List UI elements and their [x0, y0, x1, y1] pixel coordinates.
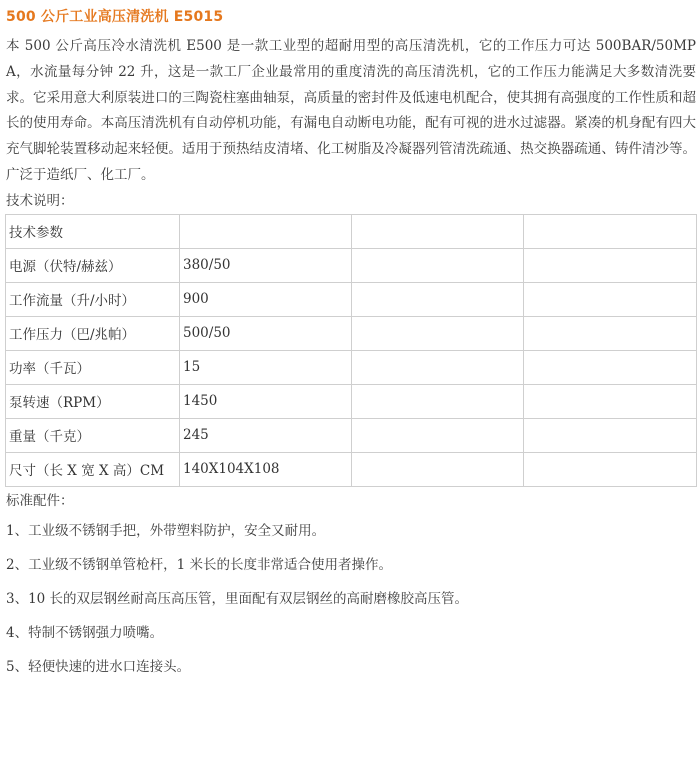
spec-row [6, 418, 697, 452]
spec-empty-cell [524, 452, 697, 486]
spec-label-cell: 泵转速（RPM） [6, 384, 180, 418]
spec-row [6, 384, 697, 418]
spec-empty-cell [352, 350, 524, 384]
spec-value-cell: 140X104X108 [180, 452, 352, 486]
spec-label-cell: 重量（千克） [6, 418, 180, 452]
spec-row [6, 316, 697, 350]
spec-empty-cell [524, 248, 697, 282]
spec-empty-cell [524, 214, 697, 248]
spec-label-cell: 工作流量（升/小时） [6, 282, 180, 316]
spec-empty-cell [352, 316, 524, 350]
spec-table [5, 214, 697, 487]
spec-label-cell: 功率（千瓦） [6, 350, 180, 384]
accessory-item: 1、工业级不锈钢手把，外带塑料防护，安全又耐用。 [6, 522, 326, 539]
accessories-list [6, 514, 696, 684]
spec-row [6, 350, 697, 384]
spec-value-cell: 380/50 [180, 248, 352, 282]
accessory-item: 2、工业级不锈钢单管枪杆，1 米长的长度非常适合使用者操作。 [6, 556, 392, 573]
spec-empty-cell [524, 316, 697, 350]
spec-empty-cell [352, 248, 524, 282]
spec-value-cell: 500/50 [180, 316, 352, 350]
tech-section-label: 技术说明： [6, 192, 74, 209]
product-description: 本 500 公斤高压冷水清洗机 E500 是一款工业型的超耐用型的高压清洗机，它的工作压力可达 500BAR/50MPA，水流量每分钟 22 升，这是一款工厂企业最常用的重度清洗的高压清洗机，它的工作压力能满足大多数清洗要求。它采用意大利原装进口的三陶瓷柱塞曲轴泵，高质量的密封件及低速电机配合，使其拥有高强度的工作性质和超长的使用寿命。本高压清洗机有自动停机功能，有漏电自动断电功能，配有可视的进水过滤器。紧凑的机身配有四大充气脚轮装置移动起来轻便。适用于预热结皮清堵、化工树脂及冷凝器列管清洗疏通、热交换器疏通、铸件清沙等。广泛于造纸厂、化工厂。 [6, 38, 696, 183]
accessory-item: 5、轻便快速的进水口连接头。 [6, 658, 191, 675]
spec-empty-cell [524, 282, 697, 316]
product-title: 500 公斤工业高压清洗机 E5015 [6, 9, 224, 25]
spec-label-cell: 尺寸（长 X 宽 X 高）CM [6, 452, 180, 486]
spec-label-cell: 电源（伏特/赫兹） [6, 248, 180, 282]
accessories-section-label: 标准配件： [6, 492, 74, 509]
spec-row [6, 452, 697, 486]
spec-empty-cell [180, 214, 352, 248]
spec-empty-cell [352, 282, 524, 316]
spec-header-row [6, 214, 697, 248]
spec-value-cell: 245 [180, 418, 352, 452]
spec-empty-cell [352, 452, 524, 486]
spec-row [6, 248, 697, 282]
spec-value-cell: 15 [180, 350, 352, 384]
spec-empty-cell [352, 384, 524, 418]
accessory-item: 4、特制不锈钢强力喷嘴。 [6, 624, 164, 641]
spec-row [6, 282, 697, 316]
spec-empty-cell [352, 418, 524, 452]
spec-header-cell: 技术参数 [6, 214, 180, 248]
spec-value-cell: 1450 [180, 384, 352, 418]
spec-empty-cell [524, 384, 697, 418]
spec-value-cell: 900 [180, 282, 352, 316]
spec-empty-cell [352, 214, 524, 248]
accessory-item: 3、10 长的双层钢丝耐高压高压管，里面配有双层钢丝的高耐磨橡胶高压管。 [6, 590, 469, 607]
spec-empty-cell [524, 418, 697, 452]
spec-label-cell: 工作压力（巴/兆帕） [6, 316, 180, 350]
spec-empty-cell [524, 350, 697, 384]
